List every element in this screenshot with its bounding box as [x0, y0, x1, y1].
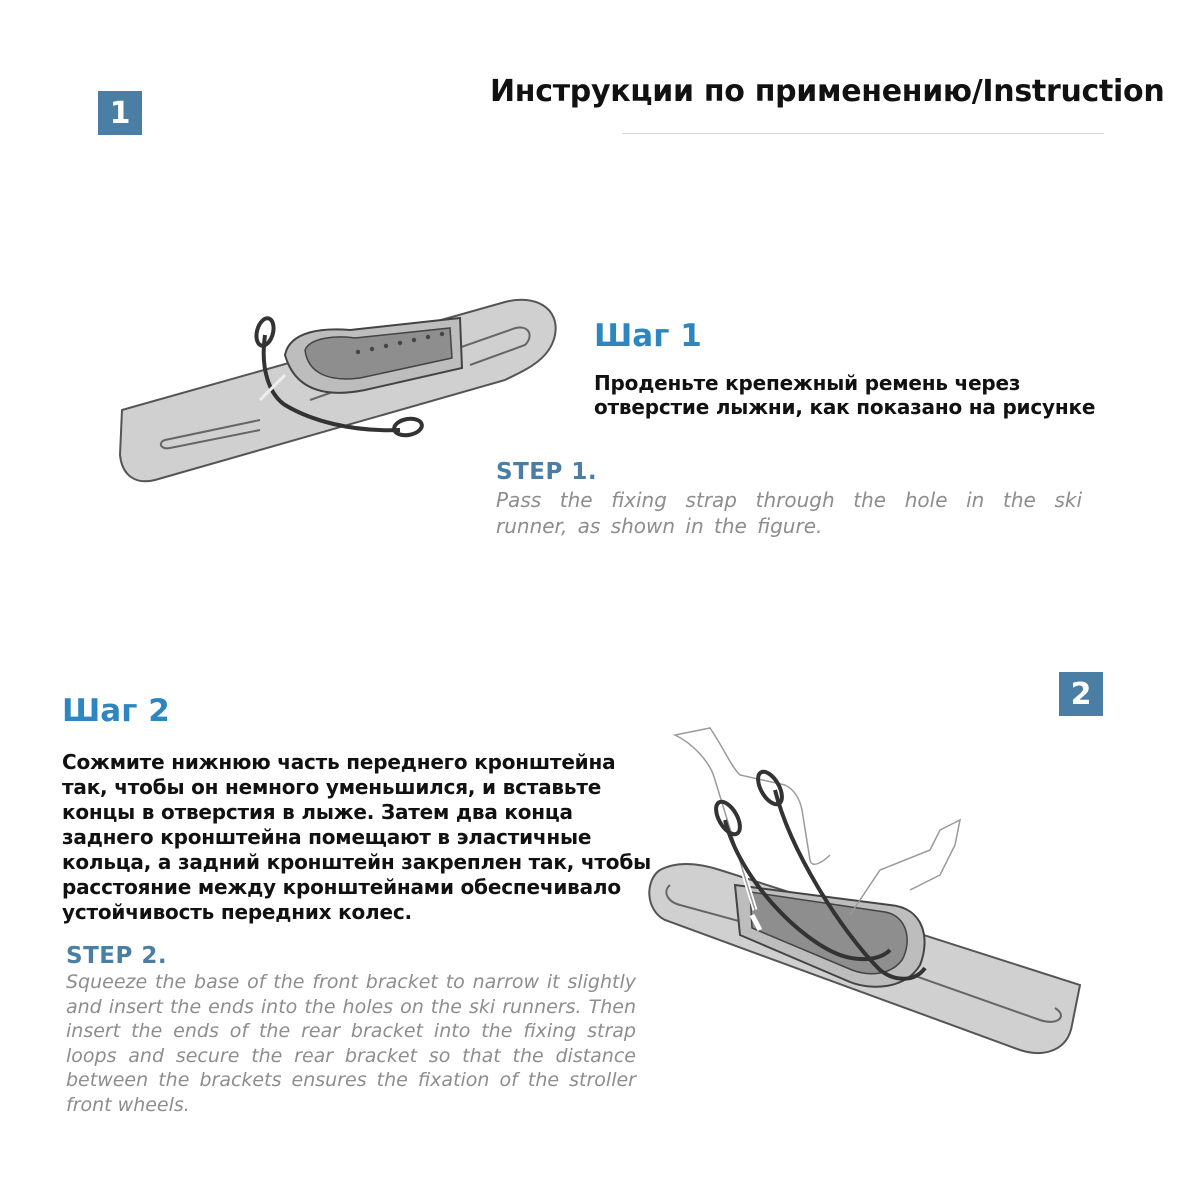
- step-2-text-ru: Сожмите нижнюю часть переднего кронштейна так, чтобы он немного уменьшился, и вставьте концы в отверстия в лыже. Затем два конца заднего кронштейна помещают в эластичные кольца, а задний кронштейн закреплен так, чтобы расстояние между кронштейнами обеспечивало устойчивость передних колес.: [62, 750, 651, 924]
- step-2-text-en: Squeeze the base of the front bracket to narrow it slightly and insert the ends into the holes on the ski runners. Then insert the ends of the rear bracket into the fixing strap loops and secure the rear bracket so that the distance between the brackets ensures the fixation of the stroller front wheels.: [66, 971, 636, 1116]
- step-1-heading-ru: Шаг 1: [594, 318, 702, 354]
- step-1-text-en: Pass the fixing strap through the hole in the ski runner, as shown in the figure.: [496, 488, 1082, 538]
- step-1-heading-en: STEP 1.: [496, 459, 598, 485]
- step-1-text-ru: Проденьте крепежный ремень через отверстие лыжни, как показано на рисунке: [594, 371, 1096, 419]
- step-2-badge: 2: [1059, 672, 1103, 716]
- page-title: Инструкции по применению/Instruction: [490, 74, 1165, 109]
- step-2-heading-ru: Шаг 2: [62, 693, 170, 729]
- step-1-badge: 1: [98, 91, 142, 135]
- title-divider: [622, 133, 1104, 134]
- rear-bracket: [850, 820, 960, 915]
- step-2-heading-en: STEP 2.: [66, 943, 168, 969]
- strap-loop-2a: [753, 768, 787, 808]
- ski-with-brackets-illustration: [640, 720, 1090, 1060]
- strap-loop-1a: [254, 316, 277, 347]
- strap-loop-1b: [393, 417, 423, 438]
